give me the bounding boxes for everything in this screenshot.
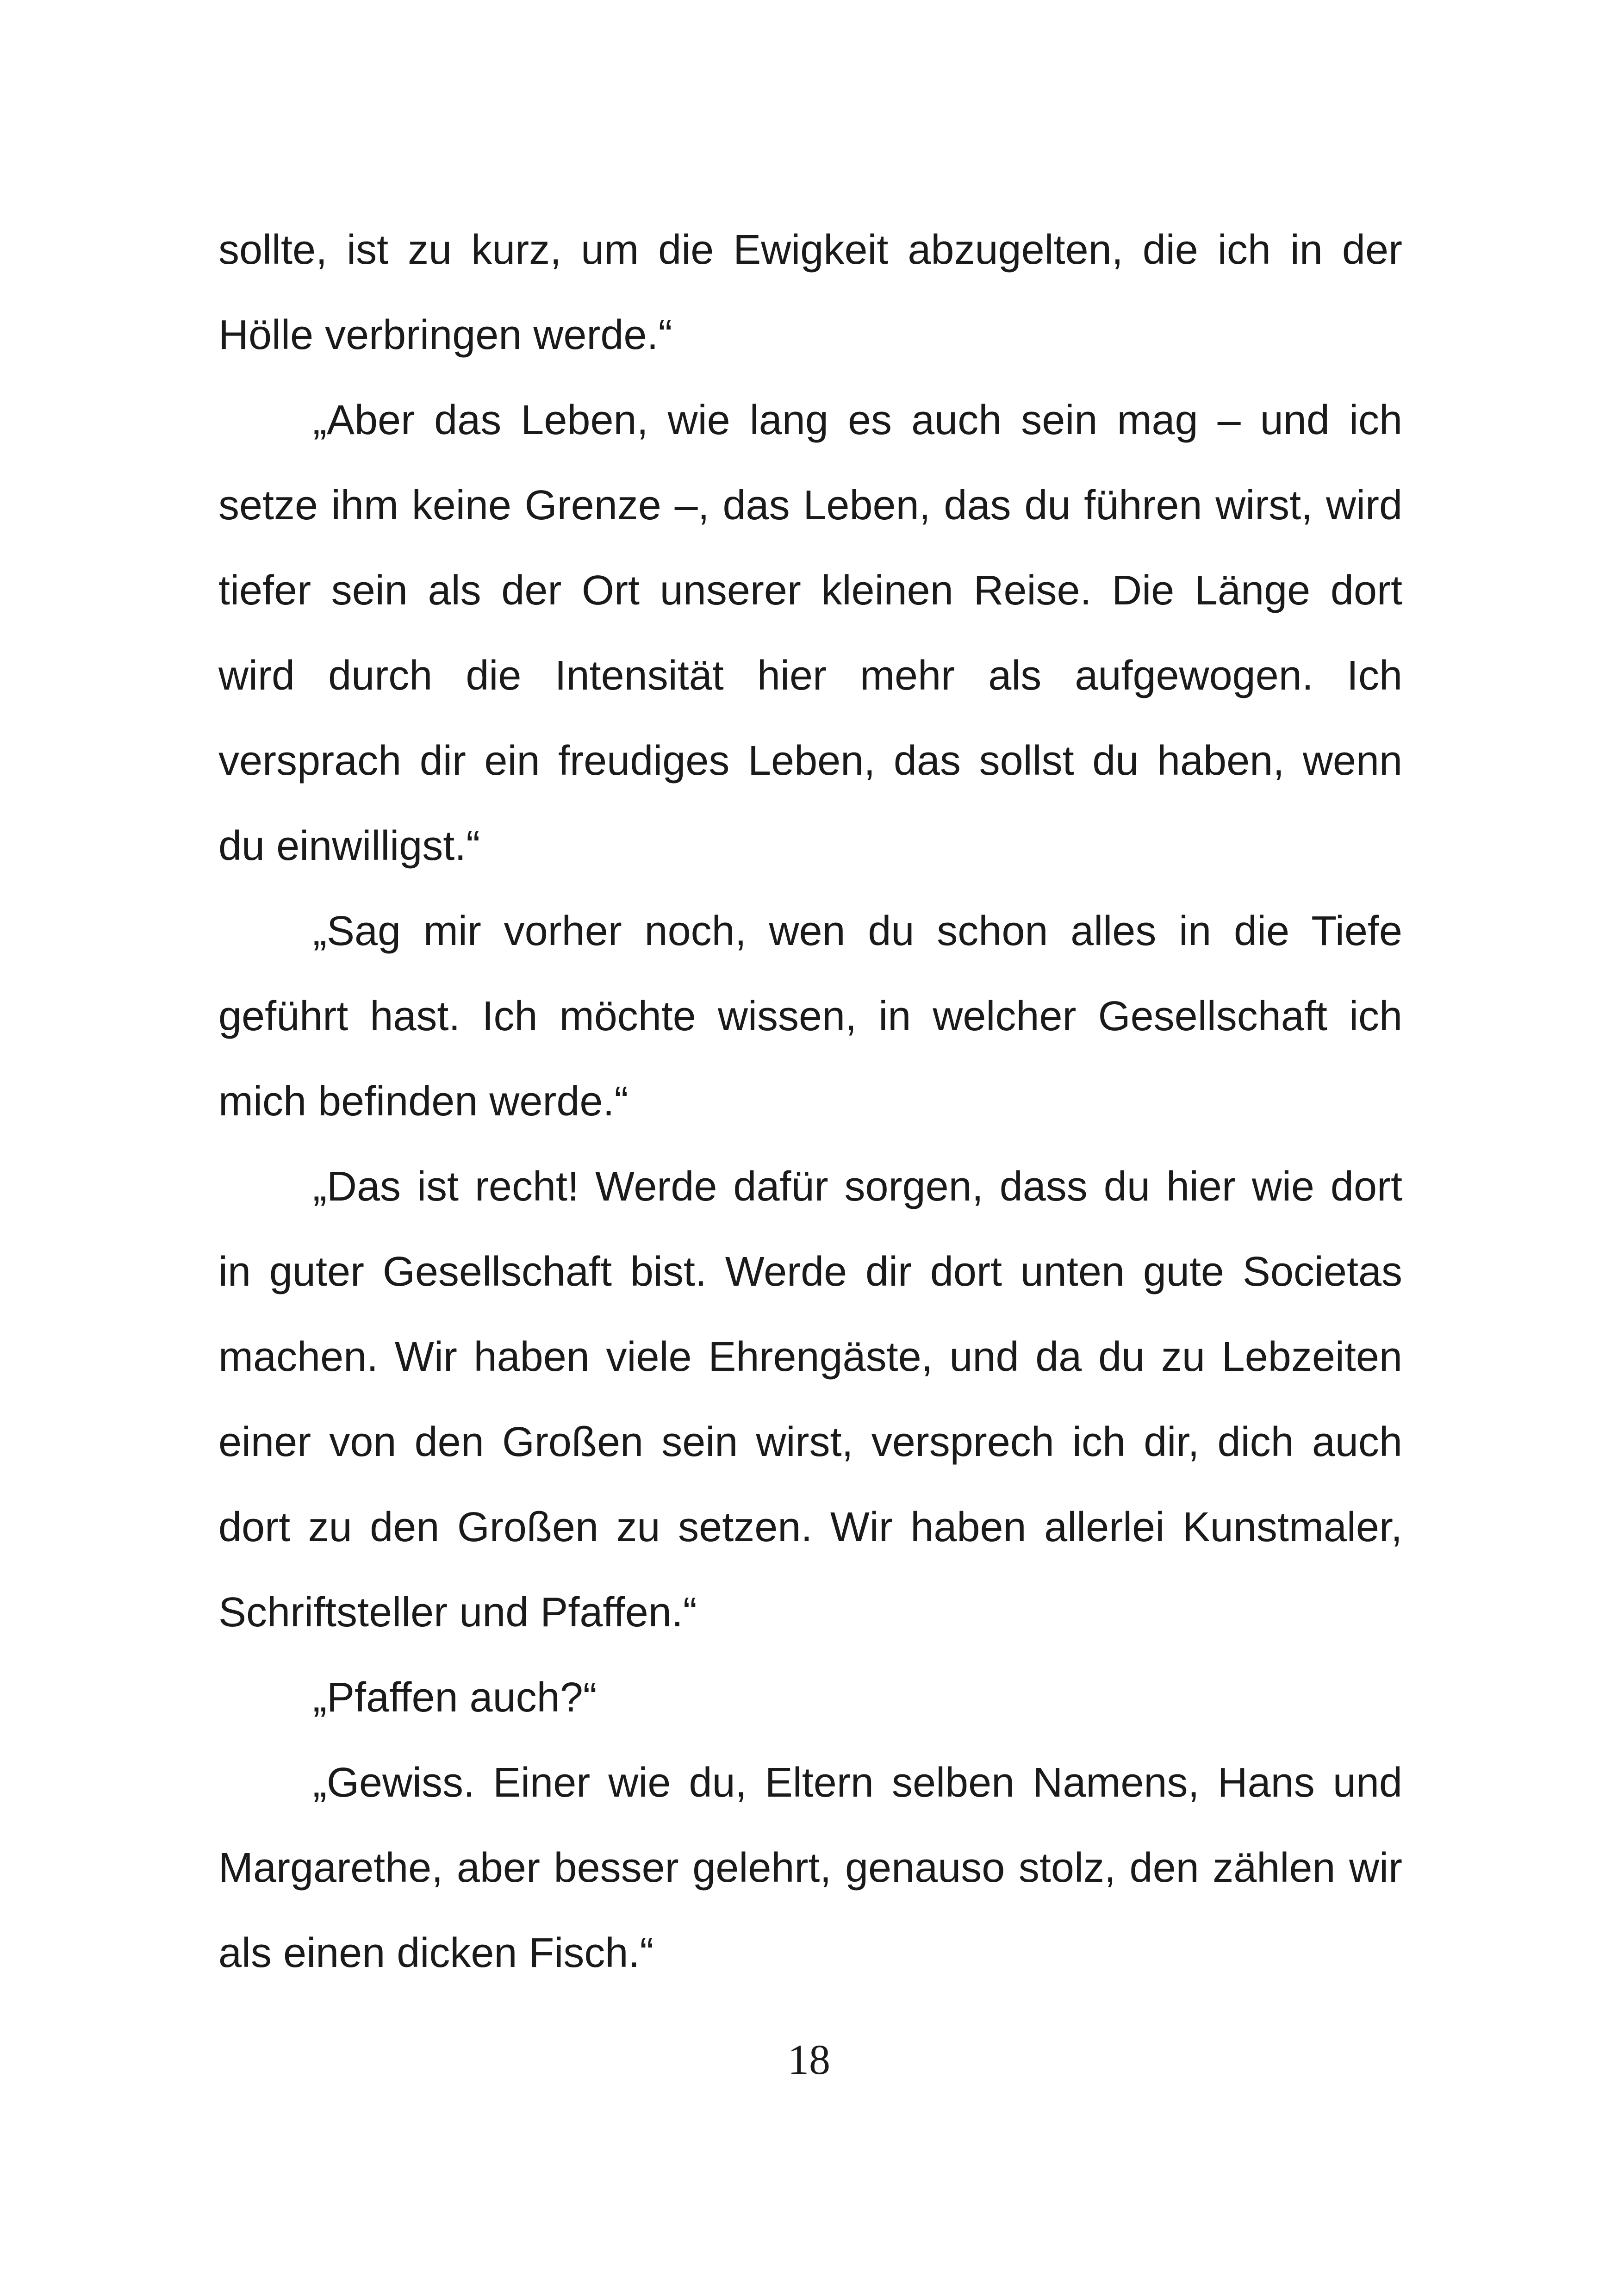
text-line: versprach dir ein freudiges Leben, das sollst du haben, wenn (218, 738, 1402, 784)
page-number: 18 (788, 2036, 830, 2083)
text-line: du einwilligst.“ (218, 823, 480, 869)
text-line: „Sag mir vorher noch, wen du schon alles in die Tiefe (313, 908, 1402, 954)
text-line: wird durch die Intensität hier mehr als aufgewogen. Ich (218, 653, 1402, 699)
text-line: in guter Gesellschaft bist. Werde dir dort unten gute Societas (218, 1249, 1402, 1295)
text-line: „Das ist recht! Werde dafür sorgen, dass du hier wie dort (313, 1164, 1402, 1210)
text-line: „Pfaffen auch?“ (313, 1674, 597, 1721)
text-line: als einen dicken Fisch.“ (218, 1930, 654, 1976)
text-line: dort zu den Großen zu setzen. Wir haben allerlei Kunstmaler, (218, 1504, 1402, 1550)
text-line: „Aber das Leben, wie lang es auch sein mag – und ich (313, 397, 1402, 443)
text-line: Hölle verbringen werde.“ (218, 312, 672, 358)
text-line: geführt hast. Ich möchte wissen, in welcher Gesellschaft ich (218, 993, 1402, 1039)
text-line: sollte, ist zu kurz, um die Ewigkeit abzugelten, die ich in der (218, 227, 1402, 273)
text-line: Margarethe, aber besser gelehrt, genauso stolz, den zählen wir (218, 1845, 1402, 1891)
text-line: mich befinden werde.“ (218, 1078, 629, 1125)
text-line: tiefer sein als der Ort unserer kleinen Reise. Die Länge dort (218, 567, 1402, 614)
text-line: setze ihm keine Grenze –, das Leben, das du führen wirst, wird (218, 482, 1402, 529)
text-line: einer von den Großen sein wirst, versprech ich dir, dich auch (218, 1419, 1402, 1465)
body-text (218, 207, 1402, 1996)
text-line: machen. Wir haben viele Ehrengäste, und da du zu Lebzeiten (218, 1334, 1402, 1380)
text-line: Schriftsteller und Pfaffen.“ (218, 1589, 697, 1636)
text-line: „Gewiss. Einer wie du, Eltern selben Namens, Hans und (313, 1760, 1402, 1806)
